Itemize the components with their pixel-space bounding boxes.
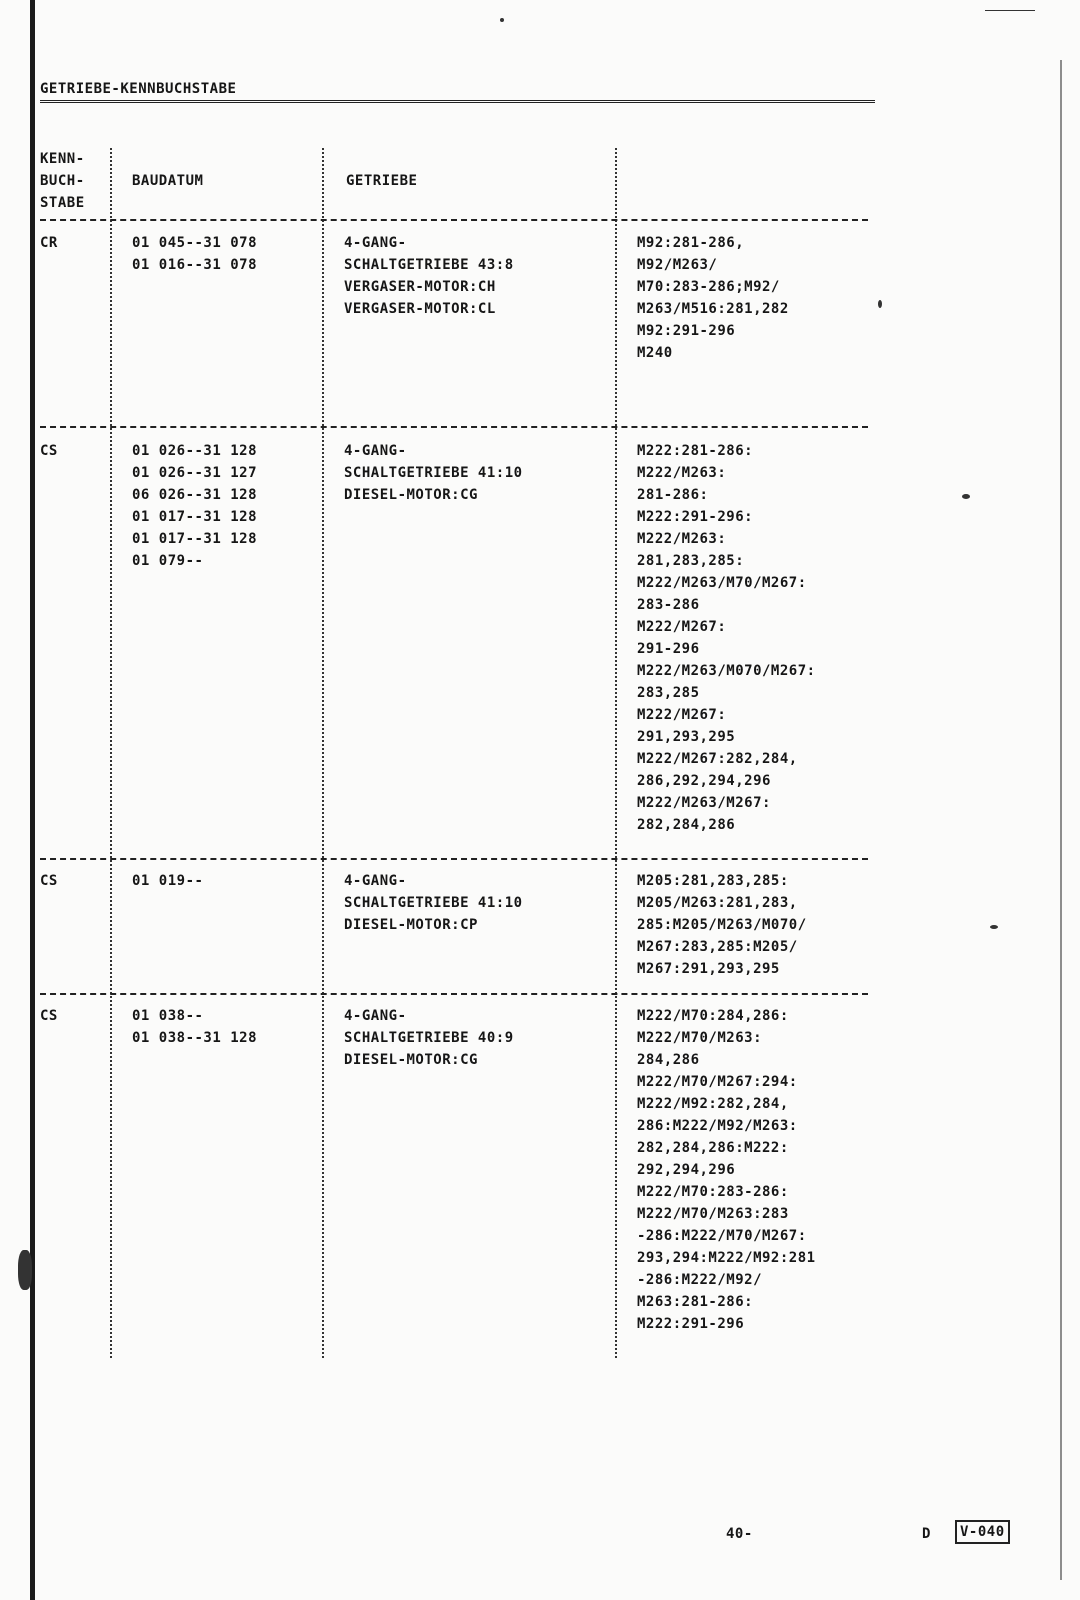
getriebe-line: SCHALTGETRIEBE 40:9 <box>344 1030 514 1046</box>
code-line: M92:291-296 <box>637 323 736 339</box>
code-line: M205:281,283,285: <box>637 873 789 889</box>
getriebe-line: 4-GANG- <box>344 1008 407 1024</box>
getriebe-line: VERGASER-MOTOR:CL <box>344 301 496 317</box>
baudatum-line: 01 019-- <box>132 873 204 889</box>
baudatum-line: 06 026--31 128 <box>132 487 258 503</box>
code-line: M267:283,285:M205/ <box>637 939 798 955</box>
top-corner-rule <box>985 10 1035 11</box>
code-line: M92:281-286, <box>637 235 745 251</box>
getriebe-line: DIESEL-MOTOR:CG <box>344 1052 478 1068</box>
code-line: 291,293,295 <box>637 729 736 745</box>
code-line: 292,294,296 <box>637 1162 736 1178</box>
code-line: M222/M267:282,284, <box>637 751 798 767</box>
baudatum-line: 01 045--31 078 <box>132 235 258 251</box>
code-line: M240 <box>637 345 673 361</box>
row-separator <box>40 858 868 860</box>
getriebe-line: SCHALTGETRIEBE 43:8 <box>344 257 514 273</box>
code-line: M263:281-286: <box>637 1294 754 1310</box>
header-kenn-line: BUCH- <box>40 173 85 189</box>
column-separator <box>110 148 112 1358</box>
code-line: 283,285 <box>637 685 700 701</box>
footer-code: D <box>922 1526 931 1542</box>
getriebe-line: SCHALTGETRIEBE 41:10 <box>344 465 523 481</box>
row-baudatum <box>132 440 257 572</box>
code-line: M70:283-286;M92/ <box>637 279 780 295</box>
row-separator <box>40 426 868 428</box>
code-line: -286:M222/M70/M267: <box>637 1228 807 1244</box>
baudatum-line: 01 079-- <box>132 553 204 569</box>
code-line: 282,284,286 <box>637 817 736 833</box>
code-line: 284,286 <box>637 1052 700 1068</box>
row-codes <box>637 232 789 364</box>
code-line: 283-286 <box>637 597 700 613</box>
title-double-rule <box>40 100 875 103</box>
scan-speck <box>962 494 970 499</box>
row-kenn: CS <box>40 1008 58 1024</box>
binding-edge <box>30 0 35 1600</box>
code-line: 293,294:M222/M92:281 <box>637 1250 816 1266</box>
page-number: 40- <box>726 1526 753 1542</box>
code-line: M222/M267: <box>637 619 727 635</box>
row-getriebe <box>344 232 514 320</box>
scan-speck <box>18 1250 32 1290</box>
getriebe-line: DIESEL-MOTOR:CP <box>344 917 478 933</box>
getriebe-line: VERGASER-MOTOR:CH <box>344 279 496 295</box>
code-line: 281,283,285: <box>637 553 745 569</box>
header-getriebe: GETRIEBE <box>346 173 418 189</box>
code-line: M222/M92:282,284, <box>637 1096 789 1112</box>
baudatum-line: 01 026--31 127 <box>132 465 258 481</box>
getriebe-line: 4-GANG- <box>344 443 407 459</box>
getriebe-line: SCHALTGETRIEBE 41:10 <box>344 895 523 911</box>
header-kenn <box>40 148 85 214</box>
code-line: M205/M263:281,283, <box>637 895 798 911</box>
code-line: M222/M263/M267: <box>637 795 771 811</box>
code-line: 285:M205/M263/M070/ <box>637 917 807 933</box>
row-getriebe <box>344 1005 514 1071</box>
getriebe-line: DIESEL-MOTOR:CG <box>344 487 478 503</box>
getriebe-line: 4-GANG- <box>344 235 407 251</box>
row-baudatum <box>132 232 257 276</box>
header-kenn-line: STABE <box>40 195 85 211</box>
code-line: M222:281-286: <box>637 443 754 459</box>
document-title: GETRIEBE-KENNBUCHSTABE <box>40 81 237 97</box>
row-kenn: CS <box>40 873 58 889</box>
scan-speck <box>878 300 882 308</box>
row-kenn: CS <box>40 443 58 459</box>
code-line: 291-296 <box>637 641 700 657</box>
code-line: M222/M70:283-286: <box>637 1184 789 1200</box>
code-line: M267:291,293,295 <box>637 961 780 977</box>
code-line: 286:M222/M92/M263: <box>637 1118 798 1134</box>
row-separator <box>40 219 868 221</box>
code-line: -286:M222/M92/ <box>637 1272 763 1288</box>
code-line: M222:291-296 <box>637 1316 745 1332</box>
code-line: M222/M263/M70/M267: <box>637 575 807 591</box>
row-kenn: CR <box>40 235 58 251</box>
baudatum-line: 01 026--31 128 <box>132 443 258 459</box>
header-kenn-line: KENN- <box>40 151 85 167</box>
baudatum-line: 01 017--31 128 <box>132 531 258 547</box>
code-line: M222/M70:284,286: <box>637 1008 789 1024</box>
row-baudatum <box>132 1005 257 1049</box>
column-separator <box>615 148 617 1358</box>
code-line: M222/M263: <box>637 531 727 547</box>
row-codes <box>637 870 807 980</box>
code-line: M92/M263/ <box>637 257 718 273</box>
baudatum-line: 01 038-- <box>132 1008 204 1024</box>
baudatum-line: 01 017--31 128 <box>132 509 258 525</box>
row-getriebe <box>344 440 523 506</box>
code-line: M222/M70/M263:283 <box>637 1206 789 1222</box>
scan-speck <box>500 18 504 22</box>
code-line: 282,284,286:M222: <box>637 1140 789 1156</box>
column-separator <box>322 148 324 1358</box>
code-line: 286,292,294,296 <box>637 773 771 789</box>
baudatum-line: 01 038--31 128 <box>132 1030 258 1046</box>
code-line: M222/M263: <box>637 465 727 481</box>
row-separator <box>40 993 868 995</box>
getriebe-line: 4-GANG- <box>344 873 407 889</box>
code-line: M222/M263/M070/M267: <box>637 663 816 679</box>
document-reference: V-040 <box>955 1520 1010 1544</box>
code-line: M222/M70/M263: <box>637 1030 763 1046</box>
code-line: M222:291-296: <box>637 509 754 525</box>
row-codes <box>637 440 816 836</box>
code-line: M263/M516:281,282 <box>637 301 789 317</box>
row-codes <box>637 1005 816 1335</box>
scan-speck <box>990 925 998 929</box>
baudatum-line: 01 016--31 078 <box>132 257 258 273</box>
code-line: M222/M267: <box>637 707 727 723</box>
code-line: M222/M70/M267:294: <box>637 1074 798 1090</box>
header-baudatum: BAUDATUM <box>132 173 204 189</box>
row-baudatum <box>132 870 203 892</box>
row-getriebe <box>344 870 523 936</box>
code-line: 281-286: <box>637 487 709 503</box>
page-edge-line <box>1060 60 1062 1580</box>
